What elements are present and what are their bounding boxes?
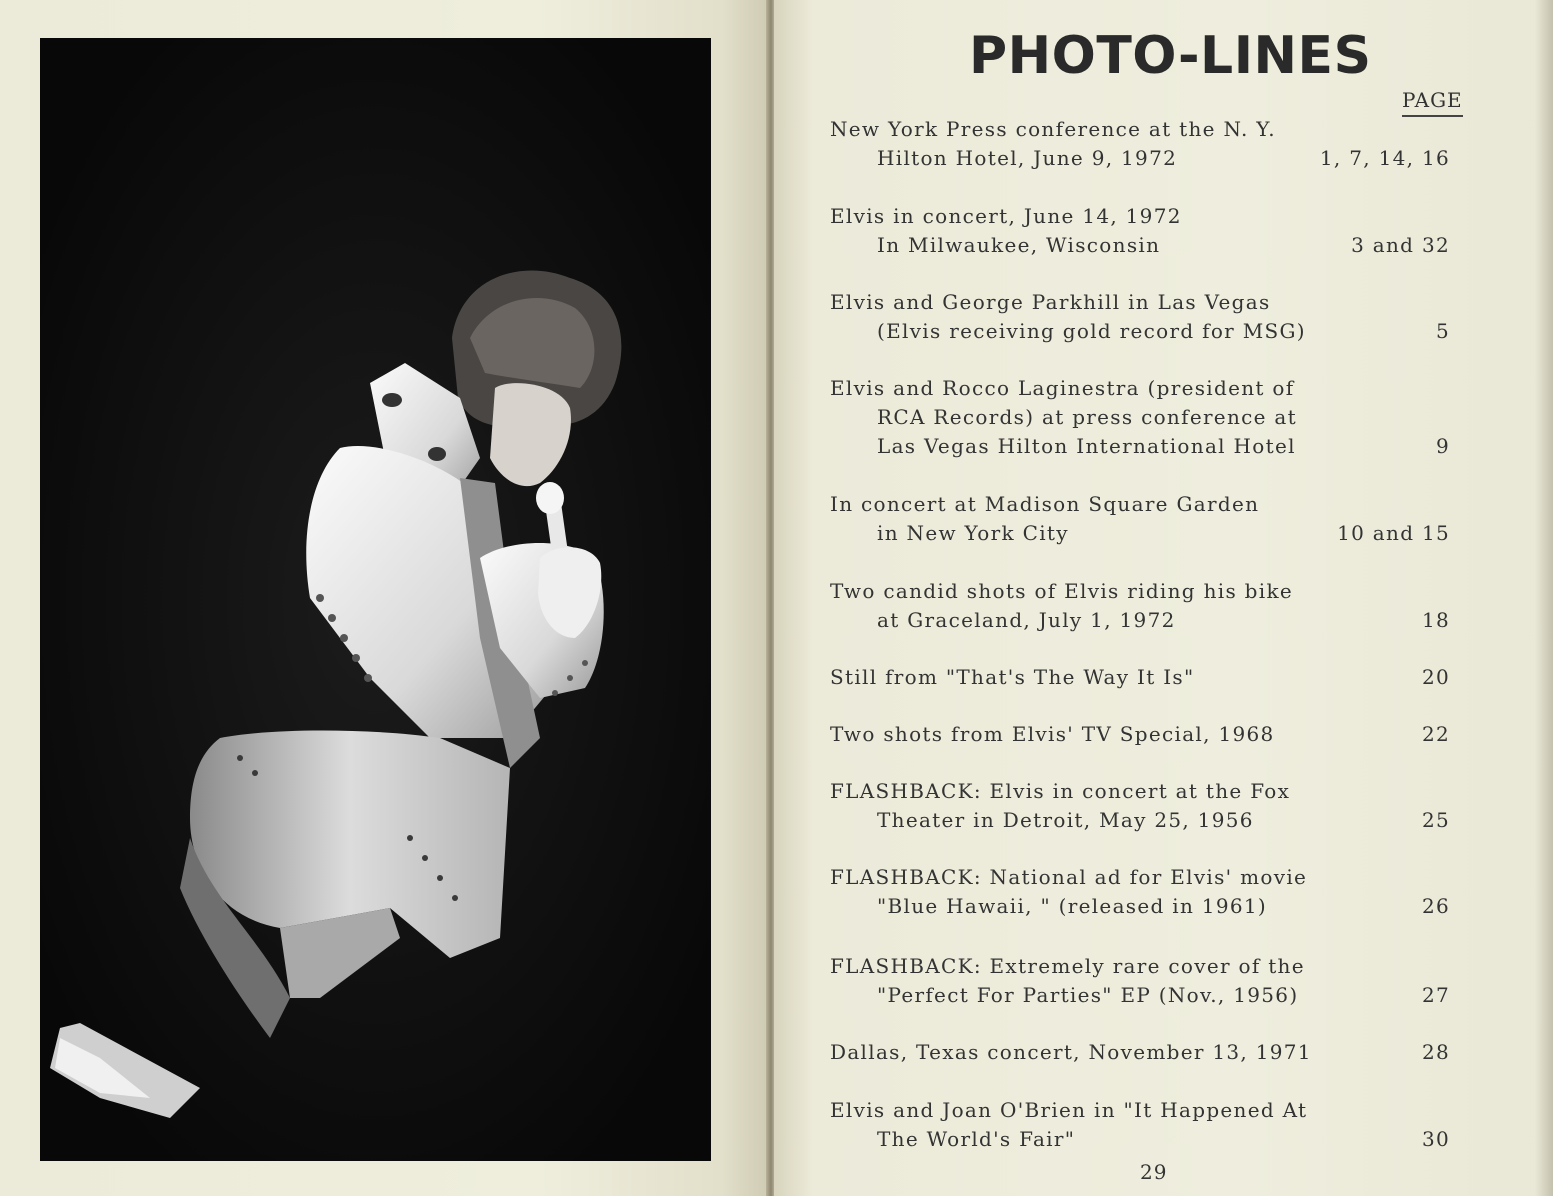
page-edge-shadow: [1535, 0, 1553, 1196]
entry-line: FLASHBACK: Elvis in concert at the Fox: [830, 779, 1291, 803]
entry-line: Theater in Detroit, May 25, 1956: [877, 808, 1254, 832]
page-column-header: PAGE: [1402, 88, 1463, 117]
entry-line: In Milwaukee, Wisconsin: [877, 233, 1161, 257]
page-title: PHOTO-LINES: [969, 26, 1372, 86]
entry-line: The World's Fair": [877, 1127, 1076, 1151]
entry-line: at Graceland, July 1, 1972: [877, 608, 1176, 632]
entry-line: "Blue Hawaii, " (released in 1961): [877, 894, 1267, 918]
entry-line: Dallas, Texas concert, November 13, 1971: [830, 1040, 1312, 1064]
entry-line: FLASHBACK: Extremely rare cover of the: [830, 954, 1305, 978]
entry-line: Elvis and Rocco Laginestra (president of: [830, 376, 1295, 400]
performer-photo: [40, 38, 711, 1161]
list-item: [830, 952, 1450, 1010]
entry-line: Two candid shots of Elvis riding his bike: [830, 579, 1294, 603]
entry-page-number: 27: [1421, 983, 1450, 1007]
entry-page-number: 18: [1421, 608, 1450, 632]
entry-page-number: 10 and 15: [1337, 521, 1450, 545]
entry-page-number: 20: [1421, 665, 1450, 689]
entry-line: Elvis in concert, June 14, 1972: [830, 204, 1182, 228]
entry-page-number: 9: [1435, 434, 1450, 458]
entry-line: Two shots from Elvis' TV Special, 1968: [830, 722, 1275, 746]
performer-silhouette-icon: [40, 38, 711, 1161]
entry-line: "Perfect For Parties" EP (Nov., 1956): [877, 983, 1299, 1007]
entry-page-number: 28: [1421, 1040, 1450, 1064]
list-item: [830, 777, 1450, 835]
list-item: [830, 115, 1450, 173]
list-item: [830, 1096, 1450, 1154]
left-page: [0, 0, 768, 1196]
list-item: [830, 490, 1450, 548]
entry-page-number: 1, 7, 14, 16: [1319, 146, 1450, 170]
entry-line: Las Vegas Hilton International Hotel: [877, 434, 1296, 458]
entry-line: Elvis and Joan O'Brien in "It Happened At: [830, 1098, 1308, 1122]
right-page: [774, 0, 1553, 1196]
list-item: [830, 374, 1450, 461]
list-item: [830, 863, 1450, 921]
entry-page-number: 25: [1421, 808, 1450, 832]
entry-line: (Elvis receiving gold record for MSG): [877, 319, 1306, 343]
entry-line: New York Press conference at the N. Y.: [830, 117, 1276, 141]
entry-line: in New York City: [877, 521, 1069, 545]
entry-line: FLASHBACK: National ad for Elvis' movie: [830, 865, 1308, 889]
list-item: [830, 577, 1450, 635]
entry-page-number: 30: [1421, 1127, 1450, 1151]
entry-page-number: 22: [1421, 722, 1450, 746]
entry-page-number: 3 and 32: [1351, 233, 1450, 257]
entry-line: In concert at Madison Square Garden: [830, 492, 1260, 516]
entry-line: Elvis and George Parkhill in Las Vegas: [830, 290, 1271, 314]
page-number: 29: [1140, 1160, 1168, 1184]
list-item: [830, 202, 1450, 260]
entry-page-number: 26: [1421, 894, 1450, 918]
list-item: [830, 288, 1450, 346]
entry-line: RCA Records) at press conference at: [877, 405, 1297, 429]
entry-page-number: 5: [1435, 319, 1450, 343]
entry-line: Still from "That's The Way It Is": [830, 665, 1195, 689]
list-item: [830, 1038, 1450, 1067]
entry-line: Hilton Hotel, June 9, 1972: [877, 146, 1178, 170]
list-item: [830, 663, 1450, 692]
list-item: [830, 720, 1450, 749]
